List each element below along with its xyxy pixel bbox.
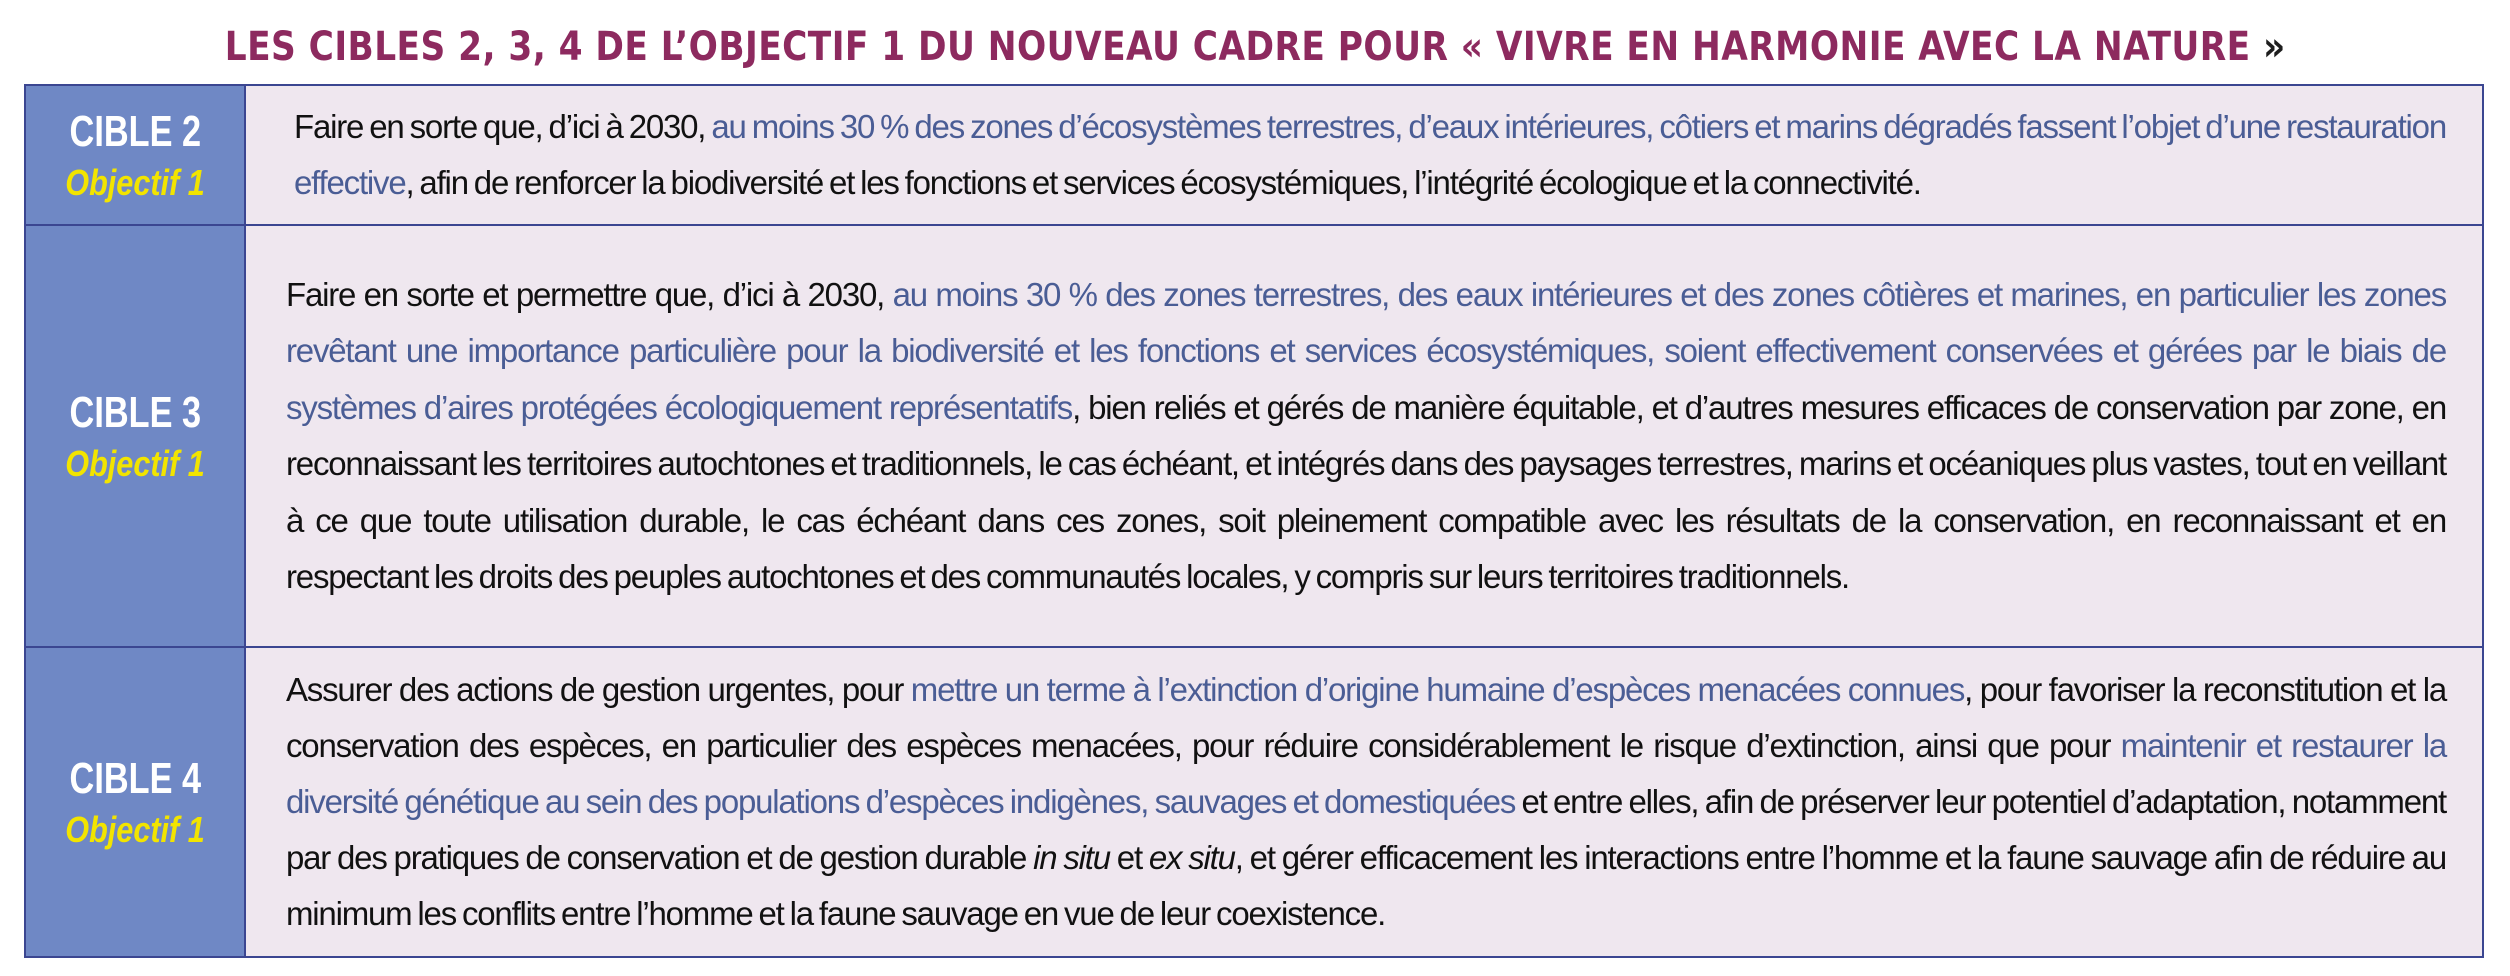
text-segment: , bien reliés et gérés de manière équitable, et d’autres mesures efficaces de conservation par zone, en reconnaissant les territoires autochtones et traditionnels, le cas échéant, et intégrés dans des paysages terrestres, marins et océaniques plus vastes, tout en veillant à ce que toute utilisation durable, le cas échéant dans ces zones, soit pleinement compatible avec les résultats de la conservation, en reconnaissant et en respectant les droits des peuples autochtones et des communautés locales, y compris sur leurs territoires traditionnels. [286, 388, 2446, 595]
target-label-cell [26, 648, 246, 956]
target-description [294, 99, 2446, 211]
text-segment: , et gérer efficacement les interactions entre l’homme et la faune sauvage afin de réduire au minimum les conflits entre l’homme et la faune sauvage en vue de leur coexistence. [286, 839, 2446, 932]
target-description-cell [246, 86, 2482, 224]
target-name: CIBLE 4 [69, 754, 201, 803]
highlighted-text-segment: au moins 30 % des zones d’écosystèmes terrestres, d’eaux intérieures, côtiers et marins dégradés fassent l’objet d’une restauration effective [294, 108, 2446, 201]
target-description-cell [246, 648, 2482, 956]
text-segment: , pour favoriser la reconstitution et la conservation des espèces, en particulier des espèces menacées, pour réduire considérablement le risque d’extinction, ainsi que pour [286, 671, 2446, 764]
text-segment: et entre elles, afin de préserver leur potentiel d’adaptation, notamment par des pratiques de conservation et de gestion durable [286, 783, 2446, 876]
italic-text-segment: ex situ [1148, 839, 1235, 876]
target-name: CIBLE 2 [69, 107, 201, 156]
italic-text-segment: in situ [1033, 839, 1110, 876]
highlighted-text-segment: mettre un terme à l’extinction d’origine humaine d’espèces menacées connues [910, 671, 1965, 708]
target-row-2 [26, 86, 2482, 226]
page-title [225, 24, 2286, 70]
title-container [0, 24, 2510, 70]
target-description [286, 662, 2446, 942]
target-row-3 [26, 226, 2482, 648]
text-segment: Faire en sorte et permettre que, d’ici à 2030, [286, 275, 893, 313]
target-description-cell [246, 226, 2482, 646]
page-title-main: LES CIBLES 2, 3, 4 DE L’OBJECTIF 1 DU NOUVEAU CADRE POUR « VIVRE EN HARMONIE AVEC LA NATURE [224, 24, 2251, 70]
targets-table [24, 84, 2484, 958]
target-description [286, 267, 2446, 606]
text-segment: et [1109, 839, 1149, 876]
text-segment: Assurer des actions de gestion urgentes, pour [286, 671, 911, 708]
target-name: CIBLE 3 [69, 388, 201, 437]
highlighted-text-segment: au moins 30 % des zones terrestres, des eaux intérieures et des zones côtières et marines, en particulier les zones revêtant une importance particulière pour la biodiversité et les fonctions et services écosystémiques, soient effectivement conservées et gérées par le biais de systèmes d’aires protégées écologiquement représentatifs [286, 275, 2446, 426]
text-segment: , afin de renforcer la biodiversité et les fonctions et services écosystémiques, l’intégrité écologique et la connectivité. [405, 164, 1921, 201]
highlighted-text-segment: maintenir et restaurer la diversité génétique au sein des populations d’espèces indigènes, sauvages et domestiquées [286, 727, 2446, 820]
objective-name: Objectif 1 [65, 809, 205, 850]
objective-name: Objectif 1 [65, 162, 205, 203]
target-row-4 [26, 648, 2482, 956]
objective-name: Objectif 1 [65, 443, 205, 484]
target-label-cell [26, 226, 246, 646]
target-label-cell [26, 86, 246, 224]
page-title-closing-quote: » [2250, 24, 2286, 70]
text-segment: Faire en sorte que, d’ici à 2030, [294, 108, 712, 145]
